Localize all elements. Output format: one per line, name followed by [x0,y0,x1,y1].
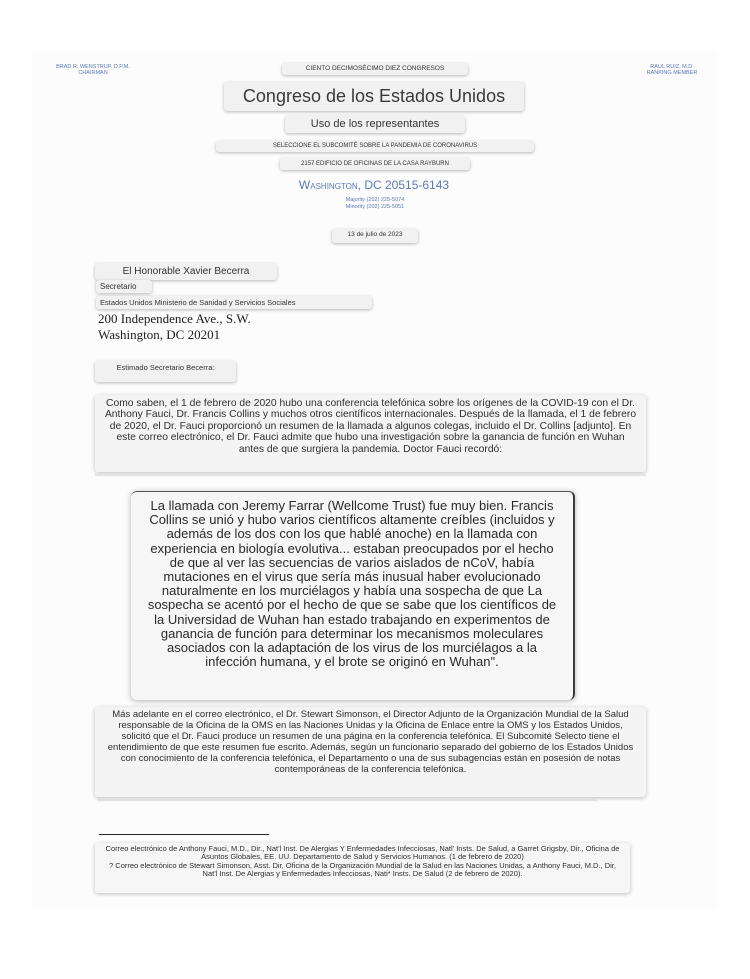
addressee-city: Washington, DC 20201 [98,327,221,342]
house-name: Uso de los representantes [285,116,465,133]
chairman-title: CHAIRMAN [78,70,108,76]
chairman-name: BRAD R. WENSTRUP, D.P.M. [56,64,130,70]
addressee-department: Estados Unidos Ministerio de Sanidad y Servicios Sociales [96,296,372,309]
minority-phone: Minority (202) 225-5051 [345,204,405,210]
footnotes [95,843,630,893]
addressee-title: Secretario [96,280,152,293]
subcommittee-name: SELECCIONE EL SUBCOMITÉ SOBRE LA PANDEMIA DE CORONAVIRUS [216,141,534,152]
letter-date: 13 de julio de 2023 [332,229,418,243]
city-address: Washington, DC 20515-6143 [298,178,450,192]
ranking-member-name: RAUL RUIZ, M.D. [650,64,694,70]
paragraph-simonson: Más adelante en el correo electrónico, el Dr. Stewart Simonson, el Director Adjunto de la Organización Mundial de la Salud responsable de la Oficina de la OMS en las Naciones Unidas y la Oficina de Enlace entre la OMS y los Estados Unidos, solicitó que el Dr. Fauci produce un resumen de una página en la conferencia telefónica. El Subcomité Selecto tiene el entendimiento de que este resumen fue escrito. Además, según un funcionario separado del gobierno de los Estados Unidos con conocimiento de la conferencia telefónica, el Departamento o una de sus subagencias están en posesión de notas contemporáneas de la conferencia telefónica. [95,707,646,797]
majority-phone: Majority (202) 225-5074 [345,197,405,203]
building-address: 2157 EDIFICIO DE OFICINAS DE LA CASA RAYBURN [280,158,470,170]
chairman-block [48,64,138,76]
addressee-street: 200 Independence Ave., S.W. [98,311,251,326]
addressee-name: El Honorable Xavier Becerra [95,263,277,280]
phone-block [300,197,450,211]
footnote-2: ? Correo electrónico de Stewart Simonson, Asst. Dir, Oficina de la Organización Mundial de la Salud en las Naciones Unidas, a Anthony Fauci, M.D., Dir, Nat'l Inst. De Alergias y Enfermedades Infecciosas, Nati* Insts. De Salud (2 de febrero de 2020). [109,860,616,879]
footnote-1: Correo electrónico de Anthony Fauci, M.D., Dir., Nat'l Inst. De Alergias Y Enfermedades Infecciosas, Natl' Insts. De Salud, a Garret Grigsby, Dir., Oficina de Asuntos Globales, EE. UU. Departamento de Salud y Servicios Humanos. (1 de febrero de 2020) [105,844,620,862]
footnote-separator [99,834,269,835]
congress-title: Congreso de los Estados Unidos [224,82,524,111]
fauci-quote: La llamada con Jeremy Farrar (Wellcome Trust) fue muy bien. Francis Collins se unió y hubo varios científicos altamente creíbles (incluidos y además de los dos con los que hablé anoche) en la llamada con experiencia en biología evolutiva... estaban preocupados por el hecho de que al ver las secuencias de varios aislados de nCoV, había mutaciones en el virus que sería más inusual haber evolucionado naturalmente en los murciélagos y había una sospecha de que La sospecha se acentó por el hecho de que se sabe que los científicos de la Universidad de Wuhan han estado trabajando en experimentos de ganancia de función para determinar los mecanismos moleculares asociados con la adaptación de los virus de los murciélagos a la infección humana, y el brote se originó en Wuhan". [131,491,575,700]
paragraph-simonson-shadow-rule [97,798,597,801]
paragraph-intro-shadow-rule [95,474,646,476]
paragraph-intro: Como saben, el 1 de febrero de 2020 hubo una conferencia telefónica sobre los orígenes de la COVID-19 con el Dr. Anthony Fauci, Dr. Francis Collins y muchos otros científicos internacionales. Después de la llamada, el 1 de febrero de 2020, el Dr. Fauci proporcionó un resumen de la llamada a algunos colegas, incluido el Dr. Collins [adjunto]. En este correo electrónico, el Dr. Fauci admite que hubo una investigación sobre la ganancia de función en Wuhan antes de que surgiera la pandemia. Doctor Fauci recordó: [95,395,646,472]
congress-number: CIENTO DECIMOSÉCIMO DIEZ CONGRESOS [282,63,468,75]
ranking-member-block [640,64,704,76]
salutation: Estimado Secretario Becerra: [95,361,236,382]
ranking-member-title: RANKING MEMBER [646,70,698,76]
